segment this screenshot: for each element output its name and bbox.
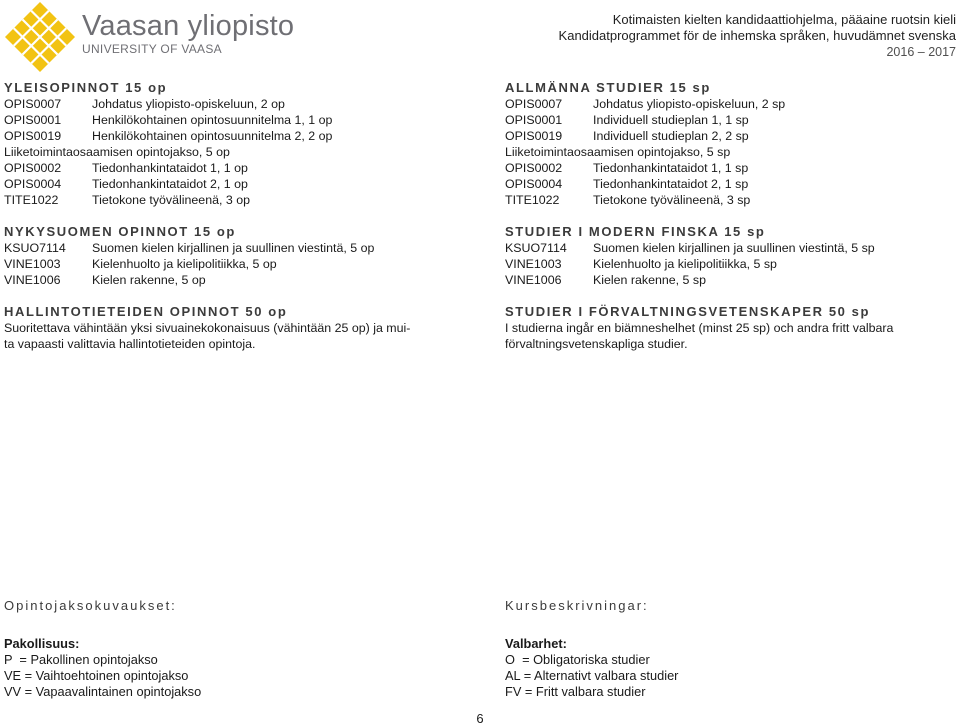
course-title: Johdatus yliopisto-opiskeluun, 2 op (92, 97, 285, 111)
course-code: OPIS0019 (4, 129, 62, 143)
document-header (559, 12, 956, 60)
legend-sv (505, 598, 905, 700)
course-title: Tiedonhankintataidot 1, 1 sp (593, 161, 749, 175)
section-text-line: ta vapaasti valittavia hallintotieteiden opintoja. (4, 337, 256, 351)
course-row (505, 256, 957, 272)
course-row (4, 176, 464, 192)
course-code: OPIS0019 (505, 129, 563, 143)
course-title: Tietokone työvälineenä, 3 sp (593, 193, 751, 207)
course-code: KSUO7114 (4, 241, 66, 255)
course-row (505, 240, 957, 256)
course-title: Individuell studieplan 1, 1 sp (593, 113, 749, 127)
legend-item: VV = Vapaavalintainen opintojakso (4, 684, 202, 699)
course-row (505, 112, 957, 128)
legend-subtitle: Valbarhet: (505, 636, 567, 651)
course-row (4, 240, 464, 256)
legend-item: P = Pakollinen opintojakso (4, 652, 158, 667)
legend-title: Opintojaksokuvaukset: (4, 598, 177, 613)
legend-subtitle: Pakollisuus: (4, 636, 80, 651)
course-title: Kielenhuolto ja kielipolitiikka, 5 op (92, 257, 277, 271)
section-heading: HALLINTOTIETEIDEN OPINNOT 50 op (4, 304, 288, 319)
legend-item: FV = Fritt valbara studier (505, 684, 646, 699)
section-text-line: I studierna ingår en biämneshelhet (minst 25 sp) och andra fritt valbara (505, 321, 894, 335)
header-line-2: Kandidatprogrammet för de inhemska språken, huvudämnet svenska (558, 28, 956, 43)
left-column (4, 79, 464, 367)
header-years: 2016 – 2017 (886, 45, 956, 59)
course-row (4, 192, 464, 208)
course-code: OPIS0004 (4, 177, 62, 191)
course-code: VINE1003 (505, 257, 562, 271)
section-heading: STUDIER I MODERN FINSKA 15 sp (505, 224, 766, 239)
course-row (505, 176, 957, 192)
header-line-1: Kotimaisten kielten kandidaattiohjelma, pääaine ruotsin kieli (612, 12, 956, 27)
course-code: OPIS0007 (505, 97, 563, 111)
section-text-line: Suoritettava vähintään yksi sivuainekokonaisuus (vähintään 25 op) ja mui- (4, 321, 411, 335)
finnish-studies-sv (505, 223, 957, 288)
course-row (4, 96, 464, 112)
course-title: Suomen kielen kirjallinen ja suullinen viestintä, 5 op (92, 241, 375, 255)
section-text-line: förvaltningsvetenskapliga studier. (505, 337, 688, 351)
admin-studies-fi (4, 303, 464, 352)
general-studies-fi (4, 79, 464, 208)
course-code: TITE1022 (505, 193, 560, 207)
legend-title: Kursbeskrivningar: (505, 598, 649, 613)
admin-studies-sv (505, 303, 957, 352)
course-row (4, 272, 464, 288)
course-code: VINE1006 (505, 273, 562, 287)
course-code: VINE1006 (4, 273, 61, 287)
right-column (505, 79, 957, 367)
section-heading: ALLMÄNNA STUDIER 15 sp (505, 80, 711, 95)
course-title: Kielen rakenne, 5 sp (593, 273, 706, 287)
course-title: Tiedonhankintataidot 2, 1 sp (593, 177, 749, 191)
brand-name: Vaasan yliopisto (82, 10, 295, 42)
course-row (505, 128, 957, 144)
course-code: OPIS0002 (505, 161, 563, 175)
course-row (505, 160, 957, 176)
course-title: Suomen kielen kirjallinen ja suullinen viestintä, 5 sp (593, 241, 875, 255)
legend-item: O = Obligatoriska studier (505, 652, 650, 667)
legend-fi (4, 598, 404, 700)
course-title: Johdatus yliopisto-opiskeluun, 2 sp (593, 97, 786, 111)
course-row (4, 112, 464, 128)
course-code: OPIS0002 (4, 161, 62, 175)
general-studies-sv (505, 79, 957, 208)
course-title: Liiketoimintaosaamisen opintojakso, 5 sp (505, 145, 731, 159)
brand-subtitle: UNIVERSITY OF VAASA (82, 42, 222, 56)
course-code: TITE1022 (4, 193, 59, 207)
course-title: Henkilökohtainen opintosuunnitelma 1, 1 op (92, 113, 333, 127)
legend-item: AL = Alternativt valbara studier (505, 668, 679, 683)
course-title: Tietokone työvälineenä, 3 op (92, 193, 250, 207)
university-logo-icon (5, 2, 75, 72)
course-title: Kielenhuolto ja kielipolitiikka, 5 sp (593, 257, 777, 271)
course-title: Individuell studieplan 2, 2 sp (593, 129, 749, 143)
course-row (4, 160, 464, 176)
finnish-studies-fi (4, 223, 464, 288)
page-number: 6 (476, 711, 484, 726)
course-row (505, 272, 957, 288)
course-code: KSUO7114 (505, 241, 567, 255)
course-row (4, 144, 464, 160)
course-row (505, 96, 957, 112)
course-title: Tiedonhankintataidot 2, 1 op (92, 177, 248, 191)
course-title: Tiedonhankintataidot 1, 1 op (92, 161, 248, 175)
section-heading: YLEISOPINNOT 15 op (4, 80, 168, 95)
course-row (4, 128, 464, 144)
section-heading: NYKYSUOMEN OPINNOT 15 op (4, 224, 236, 239)
course-code: VINE1003 (4, 257, 61, 271)
course-title: Liiketoimintaosaamisen opintojakso, 5 op (4, 145, 230, 159)
course-row (505, 144, 957, 160)
course-title: Henkilökohtainen opintosuunnitelma 2, 2 op (92, 129, 333, 143)
course-code: OPIS0001 (505, 113, 563, 127)
course-code: OPIS0001 (4, 113, 62, 127)
course-row (505, 192, 957, 208)
course-row (4, 256, 464, 272)
legend-item: VE = Vaihtoehtoinen opintojakso (4, 668, 189, 683)
course-title: Kielen rakenne, 5 op (92, 273, 206, 287)
section-heading: STUDIER I FÖRVALTNINGSVETENSKAPER 50 sp (505, 304, 871, 319)
course-code: OPIS0004 (505, 177, 563, 191)
course-code: OPIS0007 (4, 97, 62, 111)
